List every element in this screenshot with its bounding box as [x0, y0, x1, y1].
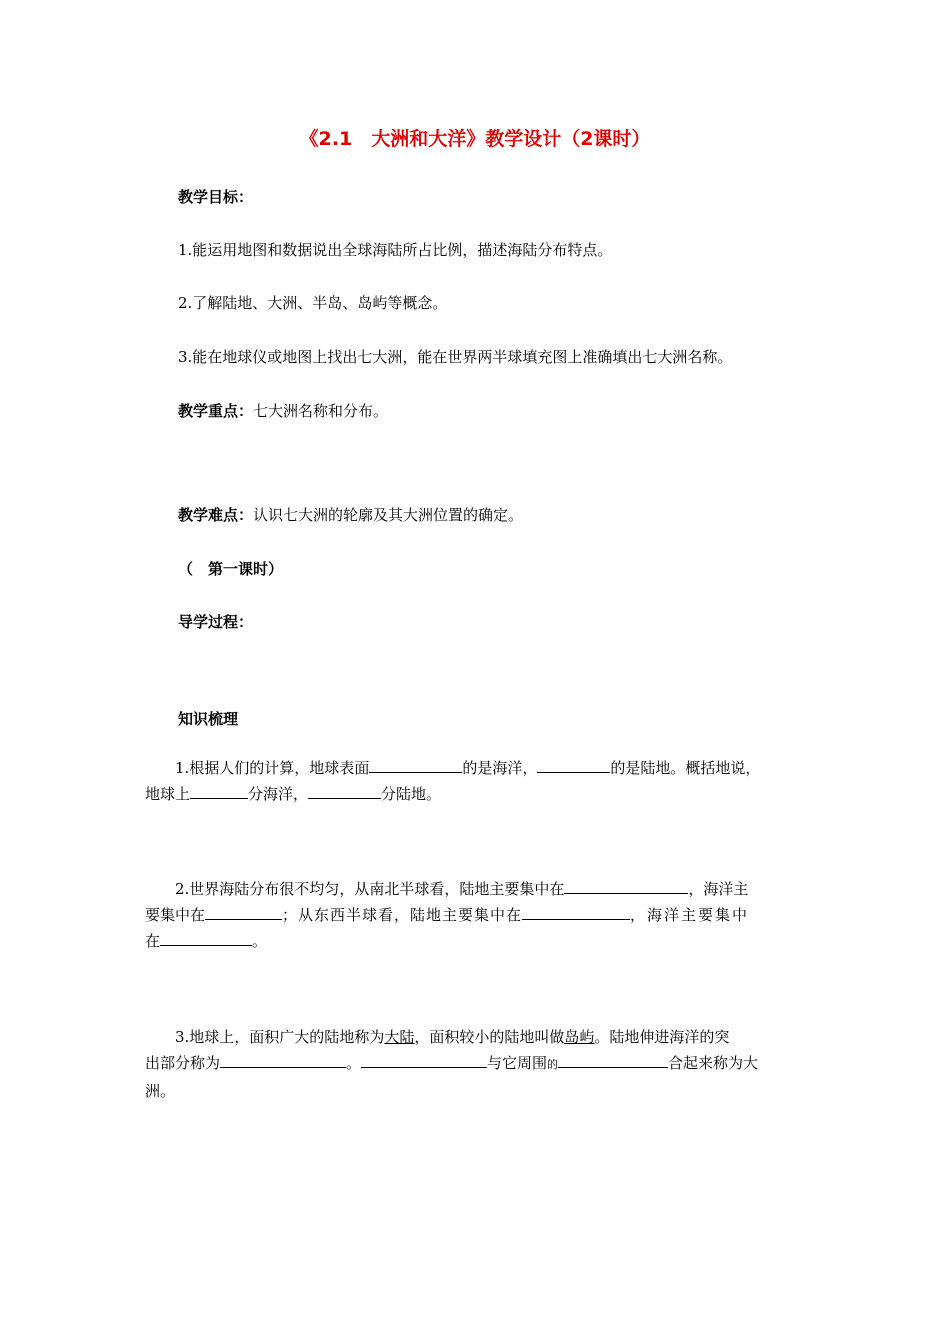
term-island: 岛屿 — [564, 1028, 595, 1046]
answer-blank[interactable] — [522, 902, 630, 920]
question-2 — [145, 876, 815, 954]
question-1-line-2: 地球上 分海洋， 分陆地。 — [145, 781, 815, 807]
question-2-line-3: 在 。 — [145, 928, 815, 954]
term-continent: 大陆 — [384, 1028, 415, 1046]
question-3 — [145, 1024, 815, 1104]
knowledge-heading: 知识梳理 — [178, 710, 239, 728]
answer-blank[interactable] — [361, 1050, 487, 1068]
question-3-line-2: 出部分称为 。 与它周围的 合起来称为大 — [145, 1050, 815, 1078]
difficulty-label: 教学难点： — [178, 506, 254, 524]
difficulty-text: 认识七大洲的轮廓及其大洲位置的确定。 — [253, 506, 524, 524]
question-2-line-2: 要集中在 ；从东西半球看，陆地主要集中在 ，海洋主要集中 — [145, 902, 815, 928]
answer-blank[interactable] — [160, 928, 252, 946]
objectives-heading: 教学目标： — [178, 188, 254, 206]
page-title: 《2.1 大洲和大洋》教学设计（2课时） — [299, 128, 651, 150]
answer-blank[interactable] — [205, 902, 282, 920]
answer-blank[interactable] — [564, 876, 688, 894]
key-point-label: 教学重点： — [178, 402, 254, 420]
process-heading: 导学过程： — [178, 613, 254, 631]
answer-blank[interactable] — [220, 1050, 346, 1068]
key-point — [178, 398, 388, 424]
answer-blank[interactable] — [308, 781, 381, 799]
question-3-line-3: 洲。 — [145, 1082, 176, 1100]
answer-blank[interactable] — [558, 1050, 668, 1068]
objective-item-3: 3.能在地球仪或地图上找出七大洲，能在世界两半球填充图上准确填出七大洲名称。 — [178, 348, 733, 366]
answer-blank[interactable] — [537, 755, 610, 773]
objective-item-2: 2.了解陆地、大洲、半岛、岛屿等概念。 — [178, 294, 448, 312]
question-1 — [145, 755, 815, 807]
answer-blank[interactable] — [369, 755, 462, 773]
question-2-line-1: 2.世界海陆分布很不均匀，从南北半球看，陆地主要集中在 ，海洋主 — [145, 876, 815, 902]
objective-item-1: 1.能运用地图和数据说出全球海陆所占比例，描述海陆分布特点。 — [178, 241, 613, 259]
lesson-label: （ 第一课时） — [178, 560, 284, 578]
question-3-line-1: 3.地球上，面积广大的陆地称为大陆，面积较小的陆地叫做岛屿。陆地伸进海洋的突 — [175, 1028, 730, 1046]
answer-blank[interactable] — [190, 781, 248, 799]
difficulty — [178, 502, 523, 528]
key-point-text: 七大洲名称和分布。 — [253, 402, 389, 420]
question-1-line-1: 1.根据人们的计算，地球表面 的是海洋， 的是陆地。概括地说， — [145, 755, 815, 781]
